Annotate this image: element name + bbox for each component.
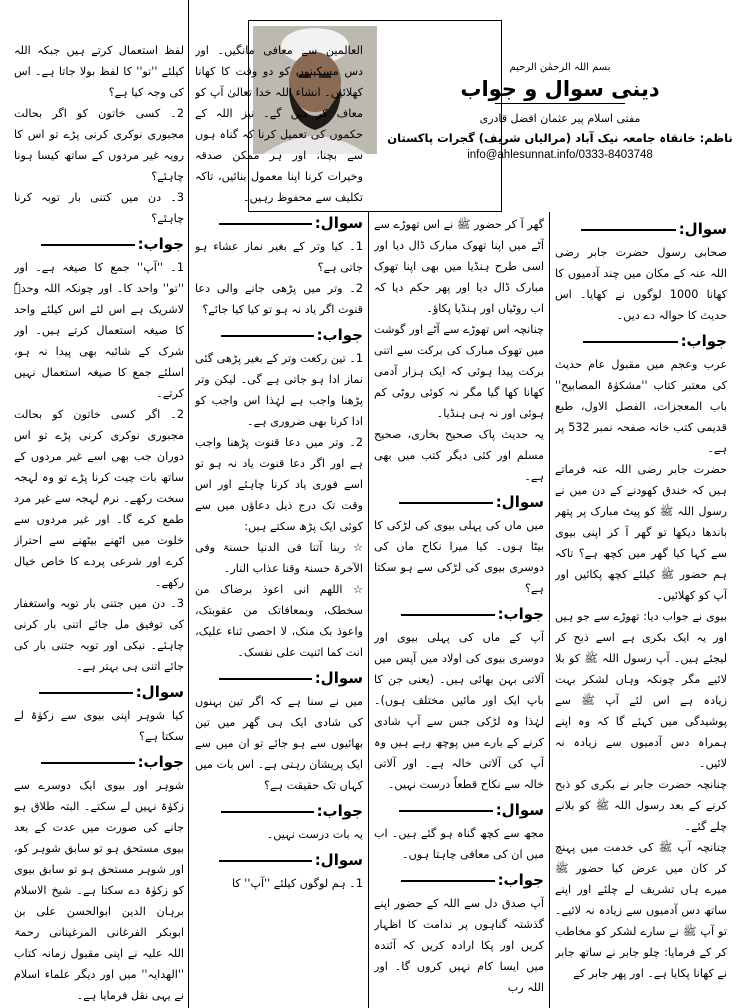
paragraph: گھر آ کر حضور ﷺ نے اس تھوڑے سے آٹے میں اپنا تھوک مبارک ڈال دیا اور اسی طرح ہنڈیا میں بھی اپنا تھوک مبارک ڈال دیا اور پھر حکم دیا کہ اب روٹیاں اور ہنڈیا پکاؤ۔ [374, 218, 544, 315]
paragraph: چنانچہ اس تھوڑے سے آٹے اور گوشت میں تھوک مبارک کی برکت سے اتنی برکت پیدا ہوئی کہ ایک ہزار آدمی کھانا کھا گیا مگر نہ کوئی روٹی کم ہوئی اور نہ ہی ہنڈیا۔ [374, 323, 544, 420]
answer-text: 2۔ وتر میں دعا قنوت پڑھنا واجب ہے اور اگر دعا قنوت یاد نہ ہو تو اسے فوری یاد کرنا چاہئے اور اس وقت تک درج ذیل دعاؤں میں سے کوئی ایک پڑھ سکتے ہیں: [195, 436, 363, 533]
question-heading: سوال: [195, 848, 363, 872]
question-text: مجھ سے کچھ گناہ ہو گئے ہیں۔ اب میں ان کی معافی چاہتا ہوں۔ [374, 827, 544, 861]
contact-info: info@ahlesunnat.info/0333-8403748 [467, 149, 653, 161]
basmala: بسم اللہ الرحمٰن الرحیم [509, 62, 611, 73]
answer-heading: جواب: [374, 602, 544, 626]
answer-text: 2۔ اگر کسی خاتون کو بحالت مجبوری نوکری کرنی پڑے تو اس دوران جب بھی اسے غیر مردوں کے ساتھ بات چیت کرنا پڑے تو وہ لہجہ سخت رکھے۔ نرم لہجہ سے غیر مرد طمع کرے گا۔ اور غیر مردوں سے خلوت میں اٹھنے بیٹھنے سے احتراز کرے اور شرعی پردے کا خاص خیال رکھے۔ [14, 408, 184, 589]
dua-text: ☆ اللھم انی اعوذ برضاک من سخطک، وبمعافاتک من عقوبتک، واعوذ بک منک، لا احصی ثناء علیک، انت کما اثنیت علی نفسک۔ [195, 583, 363, 659]
answer-heading: جواب: [374, 868, 544, 892]
page-title: دینی سوال و جواب [460, 77, 660, 101]
title-underline [495, 103, 625, 104]
question-text: کیا شوہر اپنی بیوی سے زکوٰۃ لے سکتا ہے؟ [14, 709, 184, 743]
answer-heading: جواب: [14, 750, 184, 774]
answer-text: 1۔ ''آپ'' جمع کا صیغہ ہے۔ اور ''تو'' واحد کا۔ اور چونکہ اللہ وحدہٗ لاشریک ہے اس لئے اس کیلئے واحد کا صیغہ استعمال کرتے ہیں۔ اور شرک کے شائبہ بھی پیدا نہ ہو، اسلئے جمع کا صیغہ استعمال نہیں کرتے۔ [14, 261, 184, 400]
answer-heading: جواب: [195, 323, 363, 347]
question-text: میں نے سنا ہے کہ اگر تین بہنوں کی شادی ایک ہی گھر میں تین بھائیوں سے ہو جائے تو ان میں سے ایک پریشان رہتی ہے۔ اس بات میں کہاں تک حقیقت ہے؟ [195, 695, 363, 792]
paragraph: 3۔ دن میں کتنی بار توبہ کرنا چاہئے؟ [14, 191, 184, 225]
question-text: صحابی رسول حضرت جابر رضی اللہ عنہ کے مکان میں چند آدمیوں کا کھانا 1000 لوگوں نے کھایا۔ اس حدیث کا حوالہ دے دیں۔ [555, 246, 727, 322]
answer-text: 1۔ تین رکعت وتر کے بغیر پڑھی گئی نماز ادا ہو جاتی ہے گی۔ لیکن وتر پڑھنا واجب ہے لہٰذا اس واجب کو ادا کرنا بھی ضروری ہے۔ [195, 352, 363, 428]
column-divider [188, 0, 189, 1008]
answer-text: 3۔ دن میں جتنی بار توبہ واستغفار کی توفیق مل جائے اتنی بار کرنی چاہئے۔ نیکی اور توبہ جتنی بار کی جائے اتنی ہی بہتر ہے۔ [14, 597, 184, 673]
column-divider [368, 212, 369, 1008]
answer-text: حضرت جابر رضی اللہ عنہ فرماتے ہیں کہ خندق کھودنے کے دن میں نے رسول اللہ ﷺ کو پیٹ مبارک پر پتھر باندھا دیکھا تو گھر آ کر اپنی بیوی سے کہا کیا گھر میں کچھ ہے؟ تاکہ ہم حضور ﷺ کیلئے کچھ پکائیں اور آپ کو کھلائیں۔ [555, 463, 727, 602]
author-name: مفتی اسلام پیر عثمان افضل قادری [479, 112, 641, 125]
answer-text: چنانچہ آپ ﷺ کی خدمت میں پہنچ کر کان میں عرض کیا حضور ﷺ میرے ہاں تشریف لے چلئے اور اپنے ساتھ دس آدمیوں سے زیادہ نہ لائیے۔ تو آپ ﷺ نے سارے لشکر کو مخاطب کر کے فرمایا: چلو جابر نے ساتھ جابر نے کھانا پکایا ہے۔ اور پھر جابر کے [555, 841, 727, 980]
question-text: میں ماں کی پہلی بیوی کی لڑکی کا بیٹا ہوں۔ کیا میرا نکاح ماں کی دوسری بیوی کی لڑکی سے ہو سکتا ہے؟ [374, 519, 544, 595]
question-heading: سوال: [195, 666, 363, 690]
answer-text: یہ بات درست نہیں۔ [266, 828, 363, 841]
paragraph: لفظ استعمال کرتے ہیں جبکہ اللہ کیلئے ''تو'' کا لفظ بولا جاتا ہے۔ اس کی وجہ کیا ہے؟ [14, 44, 184, 99]
question-heading: سوال: [14, 680, 184, 704]
answer-heading: جواب: [195, 799, 363, 823]
question-text: 1۔ کیا وتر کے بغیر نماز عشاء ہو جاتی ہے؟ 2۔ وتر میں پڑھی جانے والی دعا قنوت اگر یاد نہ ہو تو کیا کیا جائے؟ [195, 240, 363, 316]
article-header [384, 24, 736, 220]
author-affiliation: ناظم: خانقاہ جامعہ نیک آباد (مرالیاں شریف) گجرات پاکستان [387, 131, 733, 145]
answer-heading: جواب: [555, 329, 727, 353]
answer-text: آپ صدق دل سے اللہ کے حضور اپنے گذشتہ گناہوں پر ندامت کا اظہار کریں اور پکا ارادہ کریں کہ آئندہ میں ایسا کام نہیں کروں گا۔ اور اللہ رب [374, 897, 544, 994]
question-text: 1۔ ہم لوگوں کیلئے ''آپ'' کا [232, 877, 363, 890]
paragraph: العالمین سے معافی مانگیں۔ اور دس مسکینوں کو دو وقت کا کھانا کھلائیں۔ انشاء اللہ خدا تعالیٰ آپ کو معاف کر دیں گے۔ نیز اللہ کے حکموں کی تعمیل کرنا کہ گناہ ہوں سے بچنا، اور ہر ممکن صدقہ وخیرات کرنا اپنا معمول بنائیں، تاکہ تکلیف سے محفوظ رہیں۔ [195, 44, 363, 204]
answer-heading: جواب: [14, 232, 184, 256]
answer-text: آپ کے ماں کی پہلی بیوی اور دوسری بیوی کی اولاد میں آپس میں آلاتی بہن بھائی ہیں۔ (یعنی جن کا باپ ایک اور مائیں مختلف ہوں)۔ لہٰذا وہ لڑکی جس سے آپ شادی کرنے کے بارے میں پوچھ رہے ہیں وہ آپ کی آلاتی خالہ ہے۔ اور آلاتی خالہ سے نکاح قطعاً درست نہیں۔ [374, 631, 544, 791]
question-heading: سوال: [195, 211, 363, 235]
paragraph: 2۔ کسی خاتون کو اگر بحالت مجبوری نوکری کرنی پڑے تو اس کا رویہ غیر مردوں کے ساتھ کیسا ہونا چاہئے؟ [14, 107, 184, 183]
answer-text: چنانچہ حضرت جابر نے بکری کو ذبح کرنے کے بعد رسول اللہ ﷺ کو بلانے چلے گئے۔ [555, 778, 727, 833]
paragraph: یہ حدیث پاک صحیح بخاری، صحیح مسلم اور کئی دیگر کتب میں بھی ہے۔ [374, 428, 544, 483]
question-heading: سوال: [374, 490, 544, 514]
column-divider [549, 212, 550, 1008]
answer-text: شوہر اور بیوی ایک دوسرے سے زکوٰۃ نہیں لے سکتے۔ البتہ طلاق ہو جانے کی صورت میں عدت کے بعد بیوی مستحق ہو تو سابق شوہر کو، اور شوہر مستحق ہو تو سابق بیوی کو زکوٰۃ دے سکتا ہے۔ شیخ الاسلام برہان الدین ابوالحسن علی بن ابوبکر الفرغانی المرغینانی رحمۃ اللہ علیہ نے اپنی مقبول زمانہ کتاب ''الھدایہ'' میں اور دیگر علماء اسلام نے یہی نقل فرمایا ہے۔ [14, 779, 184, 1002]
question-heading: سوال: [555, 217, 727, 241]
column-left [14, 40, 184, 1005]
dua-text: ☆ ربنا آتنا فی الدنیا حسنۃ وفی الآخرۃ حسنۃ وقنا عذاب النار۔ [195, 541, 363, 575]
column-mid-left [195, 40, 363, 1005]
column-mid-right [374, 214, 544, 1004]
answer-text: بیوی نے جواب دیا: تھوڑے سے جو ہیں اور یہ ایک بکری ہے اسے ذبح کر لیجئے ہیں۔ آپ رسول اللہ ﷺ کو بلا لائیے مگر چونکہ وہاں لشکر بہت زیادہ ہے اس لئے آپ ﷺ سے پوشیدگی میں کہئے گا کہ وہ اپنے ہمراہ دس آدمیوں سے زیادہ نہ لائیں۔ [555, 610, 727, 770]
column-right [555, 214, 727, 1004]
answer-text: عرب وعجم میں مقبول عام حدیث کی معتبر کتاب ''مشکوٰۃ المصابیح'' باب المعجزات، الفصل الاول، طبع قدیمی کتب خانہ صفحہ نمبر 532 پر ہے۔ [555, 358, 727, 455]
question-heading: سوال: [374, 798, 544, 822]
